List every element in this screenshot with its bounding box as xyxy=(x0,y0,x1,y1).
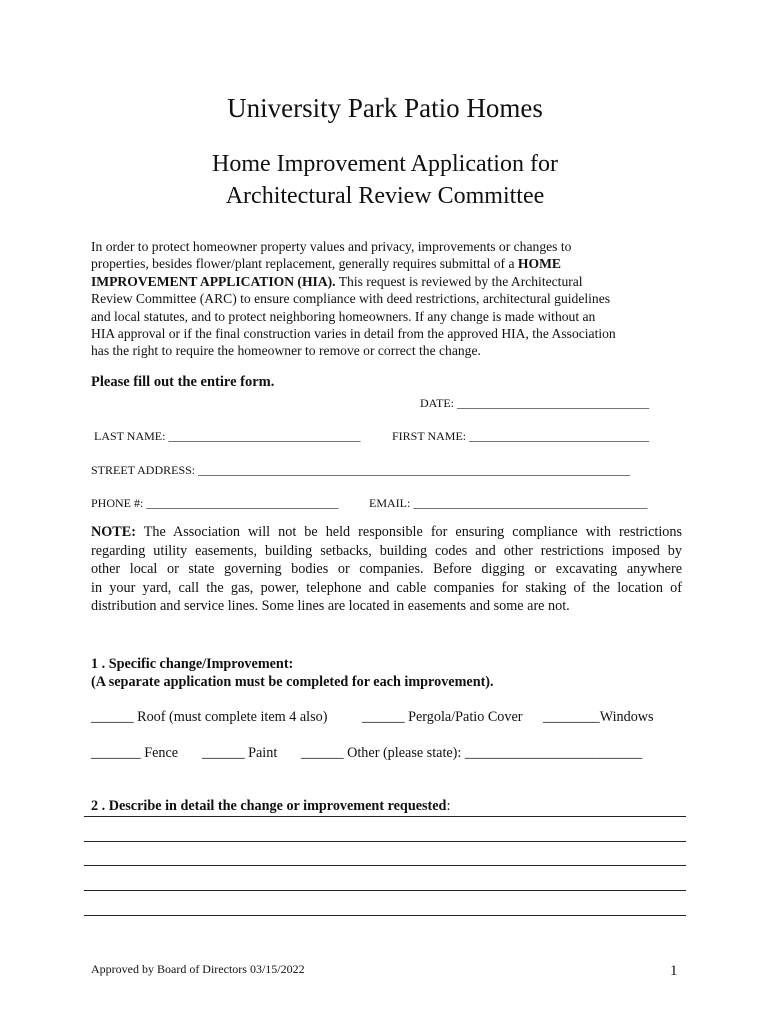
subtitle-line-1: Home Improvement Application for xyxy=(212,151,558,177)
last-name-field[interactable]: LAST NAME: ________________________________ xyxy=(94,429,361,443)
note-label: NOTE: xyxy=(91,524,136,540)
intro-line: has the right to require the homeowner to remove or correct the change. xyxy=(91,343,481,359)
intro-paragraph xyxy=(91,238,681,360)
intro-line xyxy=(91,273,681,290)
note-line: in your yard, call the gas, power, telephone and cable companies for staking of the location of xyxy=(91,579,682,596)
note-line: regarding utility easements, building setbacks, building codes and other restrictions imposed by xyxy=(91,542,682,559)
description-line[interactable] xyxy=(84,841,686,842)
email-field[interactable]: EMAIL: _______________________________________ xyxy=(369,496,648,510)
description-line[interactable] xyxy=(84,865,686,866)
other-option[interactable]: ______ Other (please state): _________________________ xyxy=(301,745,643,761)
footer-approval-text: Approved by Board of Directors 03/15/2022 xyxy=(91,962,305,976)
phone-field[interactable]: PHONE #: ________________________________ xyxy=(91,496,339,510)
note-line: distribution and service lines. Some lines are located in easements and some are not. xyxy=(91,598,570,615)
roof-option[interactable]: ______ Roof (must complete item 4 also) xyxy=(91,709,328,725)
document-subtitle xyxy=(0,148,770,212)
note-paragraph xyxy=(91,523,682,616)
section-1-subheading: (A separate application must be completed for each improvement). xyxy=(91,674,494,690)
paint-option[interactable]: ______ Paint xyxy=(202,745,278,761)
intro-line: Review Committee (ARC) to ensure compliance with deed restrictions, architectural guidelines xyxy=(91,291,611,307)
description-line[interactable] xyxy=(84,890,686,891)
fill-form-note: Please fill out the entire form. xyxy=(91,374,275,390)
section-2-heading-text: 2 . Describe in detail the change or improvement requested xyxy=(91,798,447,814)
note-line xyxy=(91,523,682,542)
first-name-field[interactable]: FIRST NAME: ______________________________ xyxy=(392,429,650,443)
intro-bold-text: IMPROVEMENT APPLICATION (HIA). xyxy=(91,273,336,289)
document-title: University Park Patio Homes xyxy=(227,93,543,123)
intro-line: and local statutes, and to protect neighboring homeowners. If any change is made without an xyxy=(91,308,596,324)
description-line[interactable] xyxy=(84,915,686,916)
section-2-colon: : xyxy=(446,798,451,814)
section-2-heading xyxy=(91,798,450,815)
intro-bold-text: HOME xyxy=(517,256,561,272)
intro-line: In order to protect homeowner property values and privacy, improvements or changes to xyxy=(91,239,572,254)
street-address-field[interactable]: STREET ADDRESS: ________________________________________________________________________ xyxy=(91,463,631,477)
note-text: The Association will not be held responsible for ensuring compliance with restrictions xyxy=(135,524,682,540)
windows-option[interactable]: ________Windows xyxy=(543,709,654,725)
intro-text: This request is reviewed by the Architectural xyxy=(335,273,583,289)
fence-option[interactable]: _______ Fence xyxy=(91,745,179,761)
subtitle-line-2: Architectural Review Committee xyxy=(225,183,545,209)
note-line: other local or state governing bodies or companies. Before digging or excavating anywhere xyxy=(91,561,682,578)
section-1-heading: 1 . Specific change/Improvement: xyxy=(91,656,294,672)
description-line[interactable] xyxy=(84,816,686,817)
intro-line: HIA approval or if the final construction varies in detail from the approved HIA, the Association xyxy=(91,326,616,342)
intro-line xyxy=(91,255,681,272)
intro-text: properties, besides flower/plant replacement, generally requires submittal of a xyxy=(91,256,518,272)
date-field[interactable]: DATE: ________________________________ xyxy=(420,396,649,410)
pergola-option[interactable]: ______ Pergola/Patio Cover xyxy=(362,709,523,725)
page-number: 1 xyxy=(670,963,678,979)
